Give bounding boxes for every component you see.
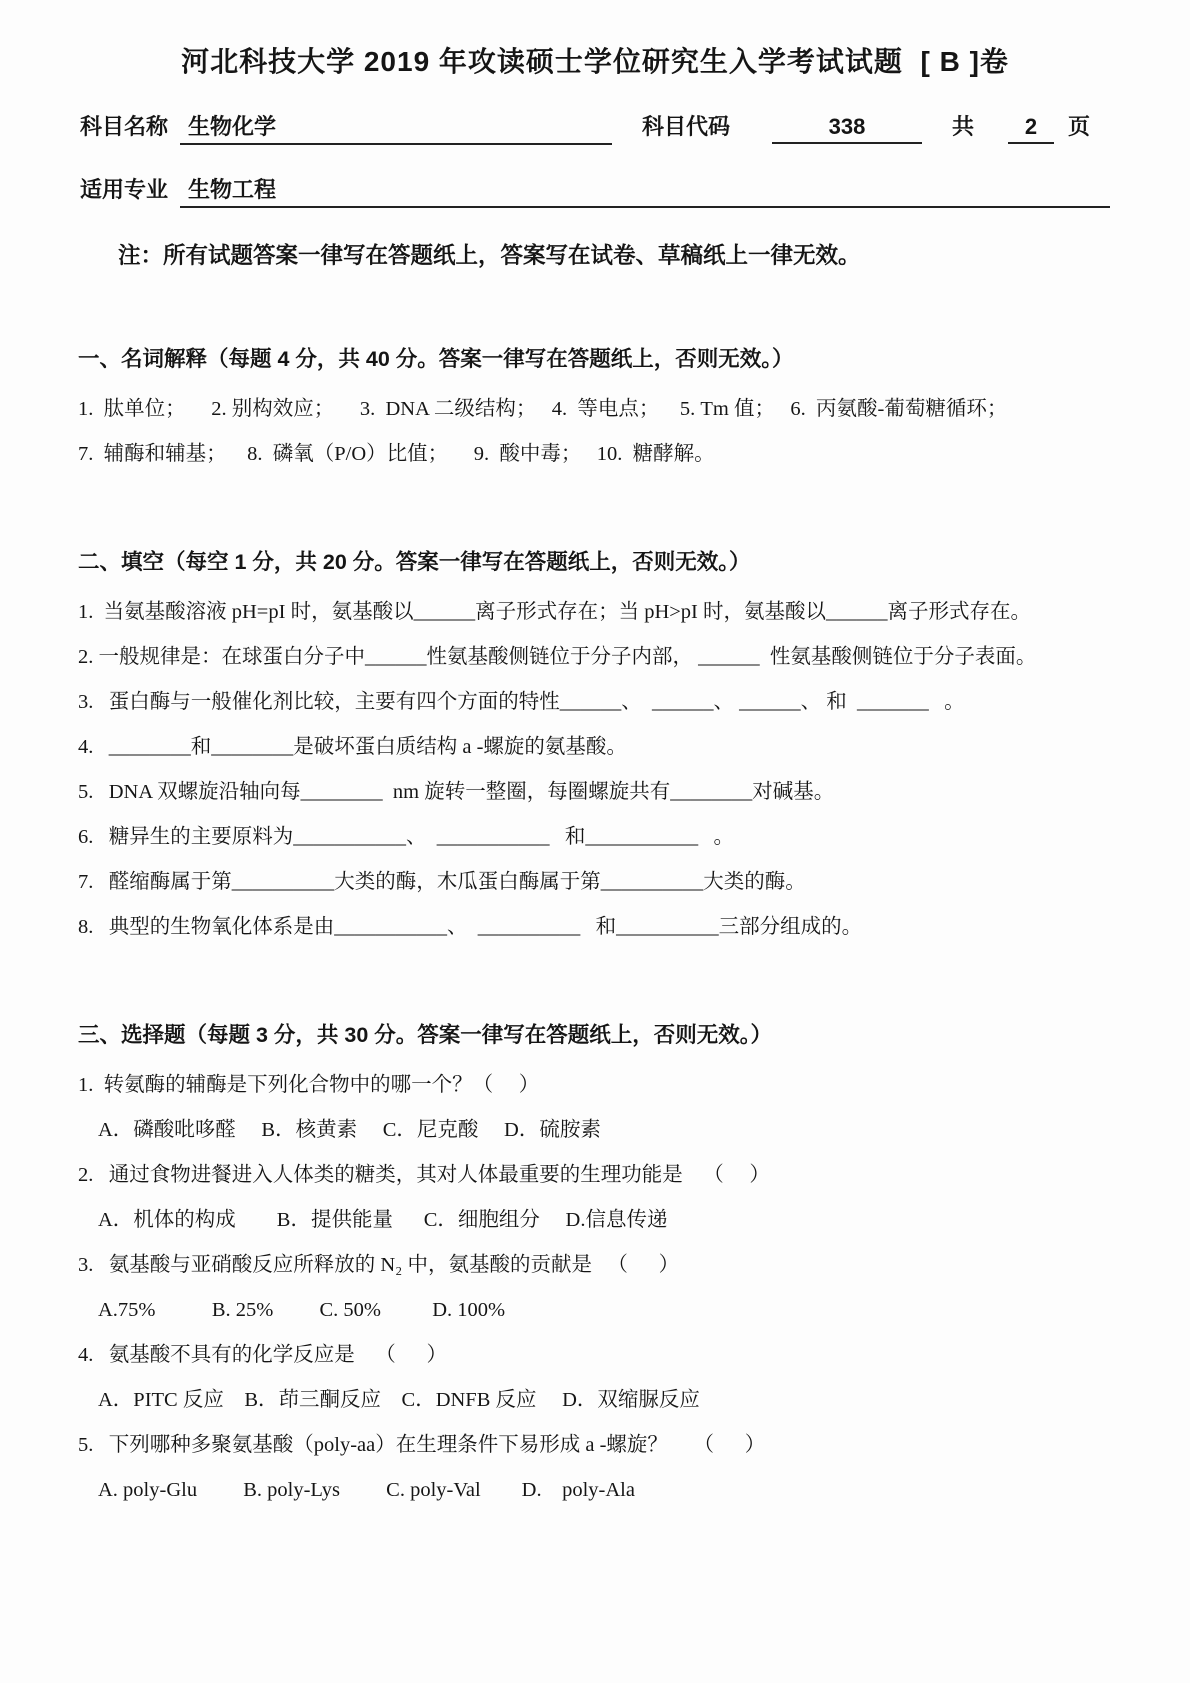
fill-blank-item: 5. DNA 双螺旋沿轴向每________ nm 旋转一整圈，每圈螺旋共有________对碱基。 [78,781,835,803]
fill-blank-item: 4. ________和________是破坏蛋白质结构 a -螺旋的氨基酸。 [78,736,627,758]
mc-question-options: A. poly-Glu B. poly-Lys C. poly-Val D. poly-Ala [98,1479,635,1501]
fill-blank-item: 8. 典型的生物氧化体系是由___________、 __________ 和__________三部分组成的。 [78,916,863,938]
fill-blank-item: 7. 醛缩酶属于第__________大类的酶，木瓜蛋白酶属于第__________大类的酶。 [78,871,806,893]
section-definitions-body [78,387,1112,477]
section-multiple-choice-body [78,1063,1112,1513]
mc-question-5 [78,1423,1112,1513]
major-label: 适用专业 [80,177,169,202]
mc-question-options: A．PITC 反应 B．茚三酮反应 C．DNFB 反应 D．双缩脲反应 [98,1389,700,1411]
mc-question-text: 5. 下列哪种多聚氨基酸（poly-aa）在生理条件下易形成 a -螺旋？ （ ） [78,1434,766,1456]
fill-blank-item: 3. 蛋白酶与一般催化剂比较，主要有四个方面的特性______、 ______、 ______、 和 _______ 。 [78,691,965,713]
section-fill-blanks [78,477,1112,950]
subject-code-label: 科目代码 [642,114,731,139]
exam-meta [80,110,1110,208]
subject-name-label: 科目名称 [80,114,169,139]
major-value: 生物工程 [180,173,1110,208]
mc-question-text: 2. 通过食物进餐进入人体类的糖类，其对人体最重要的生理功能是 （ ） [78,1164,770,1186]
section-fill-blanks-body [78,590,1112,950]
page-title: 河北科技大学 2019 年攻读硕士学位研究生入学考试试题 [ B ]卷 [181,46,1009,77]
total-pages-prefix-label: 共 [952,114,975,139]
mc-question-text: 3. 氨基酸与亚硝酸反应所释放的 N₂ 中，氨基酸的贡献是 （ ） [78,1254,680,1276]
section-multiple-choice [78,950,1112,1513]
total-pages-suffix-label: 页 [1068,114,1091,139]
subject-code-value: 338 [772,114,922,144]
subject-meta-row [80,110,1110,145]
definitions-line-1: 1. 肽单位； 2. 别构效应； 3. DNA 二级结构； 4. 等电点； 5. Tm 值； 6. 丙氨酸-葡萄糖循环； [78,398,1008,420]
section-definitions [78,270,1112,477]
section-definitions-heading: 一、名词解释（每题 4 分，共 40 分。答案一律写在答题纸上，否则无效。） [78,347,794,371]
mc-question-4 [78,1333,1112,1423]
total-pages-value: 2 [1008,114,1054,144]
section-multiple-choice-heading: 三、选择题（每题 3 分，共 30 分。答案一律写在答题纸上，否则无效。） [78,1023,773,1047]
mc-question-2 [78,1153,1112,1243]
mc-question-text: 1. 转氨酶的辅酶是下列化合物中的哪一个？（ ） [78,1074,540,1096]
mc-question-3 [78,1243,1112,1333]
subject-name-value: 生物化学 [180,110,612,145]
mc-question-text: 4. 氨基酸不具有的化学反应是 （ ） [78,1344,447,1366]
fill-blank-item: 6. 糖异生的主要原料为___________、 ___________ 和___________ 。 [78,826,734,848]
mc-question-options: A．机体的构成 B．提供能量 C．细胞组分 D.信息传递 [98,1209,668,1231]
mc-question-options: A.75% B. 25% C. 50% D. 100% [98,1299,506,1321]
definitions-line-2: 7. 辅酶和辅基； 8. 磷氧（P/O）比值； 9. 酸中毒； 10. 糖酵解。 [78,443,715,465]
fill-blank-item: 2. 一般规律是：在球蛋白分子中______性氨基酸侧链位于分子内部， ______ 性氨基酸侧链位于分子表面。 [78,646,1037,668]
major-meta-row [80,173,1110,208]
fill-blank-item: 1. 当氨基酸溶液 pH=pI 时，氨基酸以______离子形式存在；当 pH>pI 时，氨基酸以______离子形式存在。 [78,601,1032,623]
mc-question-options: A．磷酸吡哆醛 B．核黄素 C．尼克酸 D．硫胺素 [98,1119,601,1141]
section-fill-blanks-heading: 二、填空（每空 1 分，共 20 分。答案一律写在答题纸上，否则无效。） [78,550,751,574]
instruction-note: 注：所有试题答案一律写在答题纸上，答案写在试卷、草稿纸上一律无效。 [118,243,861,268]
mc-question-1 [78,1063,1112,1153]
